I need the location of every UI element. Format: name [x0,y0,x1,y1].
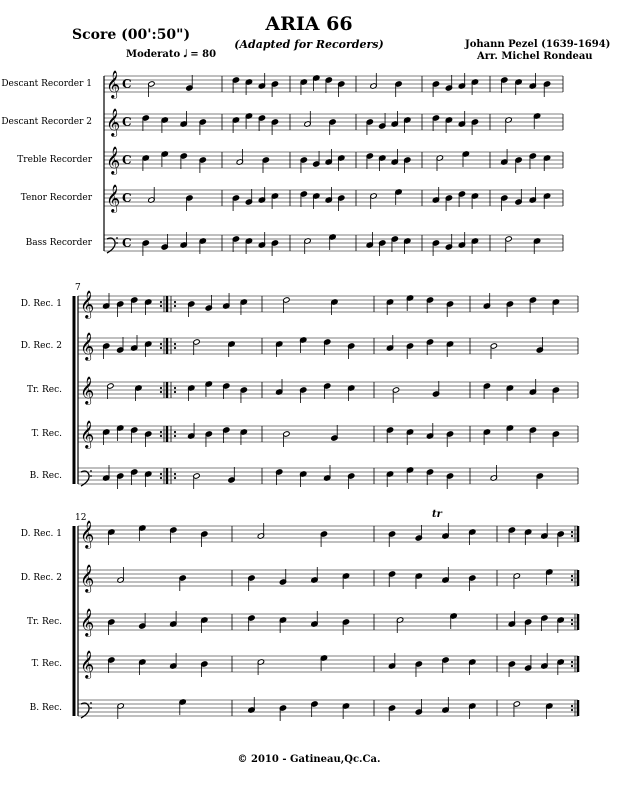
repeat-dot [160,343,162,345]
repeat-dot [174,431,176,433]
treble-clef-icon: 𝄞 [80,608,95,636]
bass-clef-dot [116,242,118,244]
bass-clef-dot [90,470,92,472]
instrument-label: T. Rec. [31,429,62,439]
staff [21,184,563,213]
repeat-dot [160,431,162,433]
repeat-dot [174,347,176,349]
system-3 [21,513,578,721]
system-2 [21,283,578,489]
instrument-label: Bass Recorder [25,238,92,248]
staff [32,650,578,679]
repeat-dot [160,347,162,349]
bass-clef-dot [90,475,92,477]
staff [1,70,563,99]
repeat-dot [571,661,573,663]
repeat-dot [160,301,162,303]
treble-clef-icon: 𝄞 [80,520,95,548]
staff [27,608,578,637]
instrument-label: B. Rec. [29,471,62,481]
bass-clef-dot [116,237,118,239]
instrument-label: D. Rec. 2 [20,573,62,583]
score-subtitle: (Adapted for Recorders) [234,38,384,51]
score-duration-label: Score (00':50") [72,27,191,43]
instrument-label: Tr. Rec. [26,617,62,627]
repeat-dot [174,387,176,389]
repeat-dot [174,343,176,345]
repeat-dot [174,473,176,475]
treble-clef-icon: 𝄞 [80,332,95,360]
staff [27,376,578,405]
time-signature: C [122,236,132,250]
repeat-dot [571,705,573,707]
staff [26,232,563,256]
system-1 [1,70,563,256]
measure-number: 12 [75,513,87,523]
measure-number: 7 [75,283,81,293]
repeat-dot [571,623,573,625]
instrument-label: B. Rec. [29,703,62,713]
instrument-label: D. Rec. 1 [20,299,62,309]
instrument-label: D. Rec. 2 [20,341,62,351]
repeat-dot [174,301,176,303]
score-title: ARIA 66 [265,13,353,35]
tempo-word: Moderato [126,49,181,60]
staff [30,697,578,721]
instrument-label: Descant Recorder 1 [1,79,92,89]
repeat-dot [160,391,162,393]
repeat-dot [174,435,176,437]
treble-clef-icon: 𝄞 [106,108,121,136]
trill-ornament: tr [432,509,442,520]
half-note-icon: 𝅗𝅥 [183,49,187,60]
bass-clef-dot [90,707,92,709]
staff [1,108,563,137]
repeat-dot [174,477,176,479]
repeat-dot [571,535,573,537]
repeat-dot [571,579,573,581]
instrument-label: Descant Recorder 2 [1,117,92,127]
staff [17,146,563,175]
repeat-dot [571,575,573,577]
repeat-dot [174,305,176,307]
staff [30,465,578,489]
instrument-label: Tr. Rec. [26,385,62,395]
staff [21,520,578,549]
treble-clef-icon: 𝄞 [106,184,121,212]
time-signature: C [122,191,132,205]
tempo-value: = 80 [190,49,217,60]
instrument-label: T. Rec. [31,659,62,669]
staff [21,290,578,319]
copyright-footer: © 2010 - Gatineau,Qc.Ca. [237,754,381,765]
treble-clef-icon: 𝄞 [80,376,95,404]
staff [21,564,578,593]
staff [32,420,578,449]
time-signature: C [122,115,132,129]
repeat-dot [571,665,573,667]
treble-clef-icon: 𝄞 [80,420,95,448]
treble-clef-icon: 𝄞 [80,290,95,318]
composer-credit: Johann Pezel (1639-1694) [465,39,611,50]
instrument-label: D. Rec. 1 [20,529,62,539]
treble-clef-icon: 𝄞 [106,70,121,98]
repeat-dot [174,391,176,393]
treble-clef-icon: 𝄞 [80,650,95,678]
repeat-dot [160,305,162,307]
treble-clef-icon: 𝄞 [80,564,95,592]
treble-clef-icon: 𝄞 [106,146,121,174]
time-signature: C [122,153,132,167]
repeat-dot [571,531,573,533]
repeat-dot [160,435,162,437]
arranger-credit: Arr. Michel Rondeau [477,51,593,62]
repeat-dot [160,387,162,389]
repeat-dot [160,477,162,479]
repeat-dot [160,473,162,475]
repeat-dot [571,709,573,711]
instrument-label: Treble Recorder [17,155,92,165]
repeat-dot [571,619,573,621]
bass-clef-dot [90,702,92,704]
time-signature: C [122,77,132,91]
staff [21,332,578,361]
instrument-label: Tenor Recorder [20,193,92,203]
